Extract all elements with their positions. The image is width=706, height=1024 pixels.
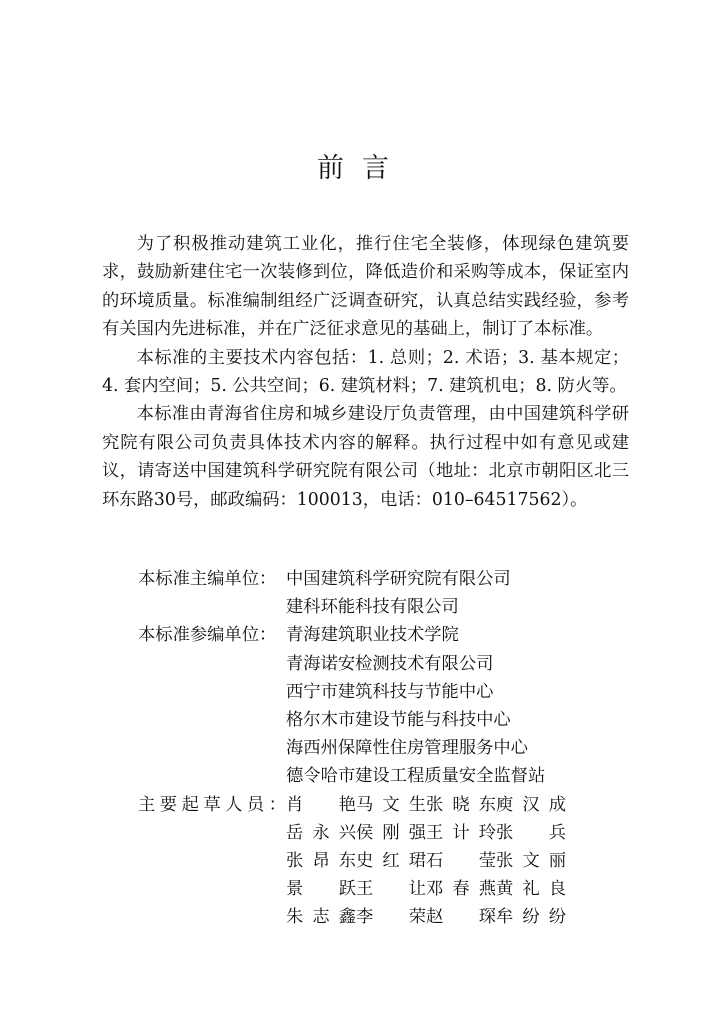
drafter-name: 侯刚强 (356, 822, 426, 843)
drafter-name: 李 荣 (356, 907, 426, 928)
drafters-row (286, 875, 662, 903)
drafter-name: 王计玲 (426, 822, 496, 843)
drafters-list (286, 791, 662, 932)
drafter-name: 张晓东 (426, 794, 496, 815)
paragraph-management: 本标准由青海省住房和城乡建设厅负责管理，由中国建筑科学研究院有限公司负责具体技术内容的解释。执行过程中如有意见或建议，请寄送中国建筑科学研究院有限公司（地址：北京市朝阳区北三环东路30号，邮政编码：100013，电话：010–64517562）。 (102, 404, 629, 510)
paragraph-purpose: 为了积极推动建筑工业化，推行住宅全装修，体现绿色建筑要求，鼓励新建住宅一次装修到位，降低造价和采购等成本，保证室内的环境质量。标准编制组经广泛调查研究，认真总结实践经验，参考有关国内先进标准，并在广泛征求意见的基础上，制订了本标准。 (102, 234, 629, 340)
drafter-name: 庾汉成 (496, 794, 566, 815)
chief-units-label: 本标准主编单位： (138, 569, 277, 589)
drafter-name: 张昂东 (286, 851, 356, 872)
drafter-name: 朱志鑫 (286, 907, 356, 928)
drafter-name: 岳永兴 (286, 822, 356, 843)
drafter-name: 黄礼良 (496, 879, 566, 900)
participating-units-label: 本标准参编单位： (138, 625, 277, 646)
chief-units-list (286, 565, 662, 621)
drafters-group (102, 791, 662, 932)
drafter-name: 史红珺 (356, 851, 426, 872)
participating-units-list (286, 621, 662, 790)
participating-unit-item: 德令哈市建设工程质量安全监督站 (286, 766, 546, 787)
drafters-row (286, 791, 662, 819)
participating-unit-item: 青海诺安检测技术有限公司 (286, 653, 494, 674)
participating-units-group (102, 621, 662, 790)
drafter-name: 张 兵 (496, 822, 566, 843)
drafter-name: 肖 艳 (286, 794, 356, 815)
drafters-row (286, 847, 662, 875)
drafter-name: 马文生 (356, 794, 426, 815)
participating-unit-item: 格尔木市建设节能与科技中心 (286, 710, 511, 731)
drafters-label: 主要起草人员： (138, 794, 291, 815)
preface-body (102, 230, 629, 514)
chief-unit-item: 建科环能科技有限公司 (286, 597, 459, 618)
participating-unit-item: 西宁市建筑科技与节能中心 (286, 681, 494, 702)
participating-unit-item: 海西州保障性住房管理服务中心 (286, 738, 528, 759)
drafter-name: 赵 琛 (426, 907, 496, 928)
paragraph-contents: 本标准的主要技术内容包括：1. 总则；2. 术语；3. 基本规定；4. 套内空间；5. 公共空间；6. 建筑材料；7. 建筑机电；8. 防火等。 (102, 347, 629, 397)
chief-units-group (102, 565, 662, 621)
page-title: 前言 (317, 153, 407, 184)
drafter-name: 牟纷纷 (496, 907, 566, 928)
drafters-row (286, 903, 662, 931)
participating-unit-item: 青海建筑职业技术学院 (286, 625, 459, 646)
drafters-row (286, 819, 662, 847)
drafter-name: 王 让 (356, 879, 426, 900)
chief-unit-item: 中国建筑科学研究院有限公司 (286, 569, 511, 589)
drafter-name: 邓春燕 (426, 879, 496, 900)
credits-section (102, 565, 662, 932)
drafter-name: 景 跃 (286, 879, 356, 900)
drafter-name: 石 莹 (426, 851, 496, 872)
drafter-name: 张文丽 (496, 851, 566, 872)
